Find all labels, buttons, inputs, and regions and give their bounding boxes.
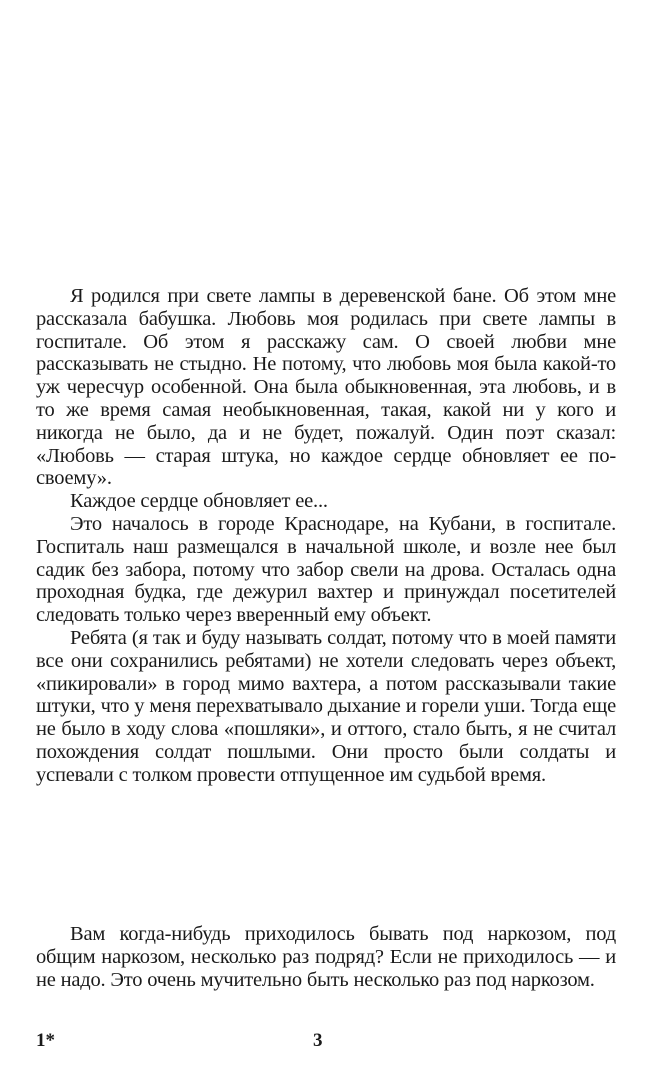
second-text-block	[36, 923, 616, 991]
paragraph-4: Ребята (я так и буду называть солдат, потому что в моей памяти все они сохранились ребятами) не хотели следовать через объект, «пикировали» в город мимо вахтера, а потом рассказывали такие штуки, что у меня перехватывало дыхание и горели уши. Тогда еще не было в ходу слова «пошляки», и оттого, стало быть, я не считал похождения солдат пошлыми. Они просто были солдаты и успевали с толком провести отпущенное им судьбой время.	[36, 626, 616, 786]
paragraph-2: Каждое сердце обновляет ее...	[70, 490, 328, 513]
paragraph-5: Вам когда-нибудь приходилось бывать под наркозом, под общим наркозом, несколько раз подряд? Если не приходилось — и не надо. Это очень мучительно быть несколько раз под наркозом.	[36, 923, 616, 991]
paragraph-3: Это началось в городе Краснодаре, на Кубани, в госпитале. Госпиталь наш размещался в начальной школе, и возле нее был садик без забора, потому что забор свели на дрова. Осталась одна проходная будка, где дежурил вахтер и принуждал посетителей следовать только через вверенный ему объект.	[36, 512, 616, 627]
paragraph-1: Я родился при свете лампы в деревенской бане. Об этом мне рассказала бабушка. Любовь моя родилась при свете лампы в госпитале. Об этом я расскажу сам. О своей любви мне рассказывать не стыдно. Не потому, что любовь моя была какой-то уж чересчур особенной. Она была обыкновенная, эта любовь, и в то же время самая необыкновенная, такая, какой ни у кого и никогда не было, да и не будет, пожалуй. Один поэт сказал: «Любовь — старая штука, но каждое сердце обновляет ее по-своему».	[36, 285, 616, 490]
signature-mark: 1*	[36, 1030, 55, 1051]
page-number: 3	[313, 1030, 323, 1051]
main-text-block	[36, 285, 616, 787]
